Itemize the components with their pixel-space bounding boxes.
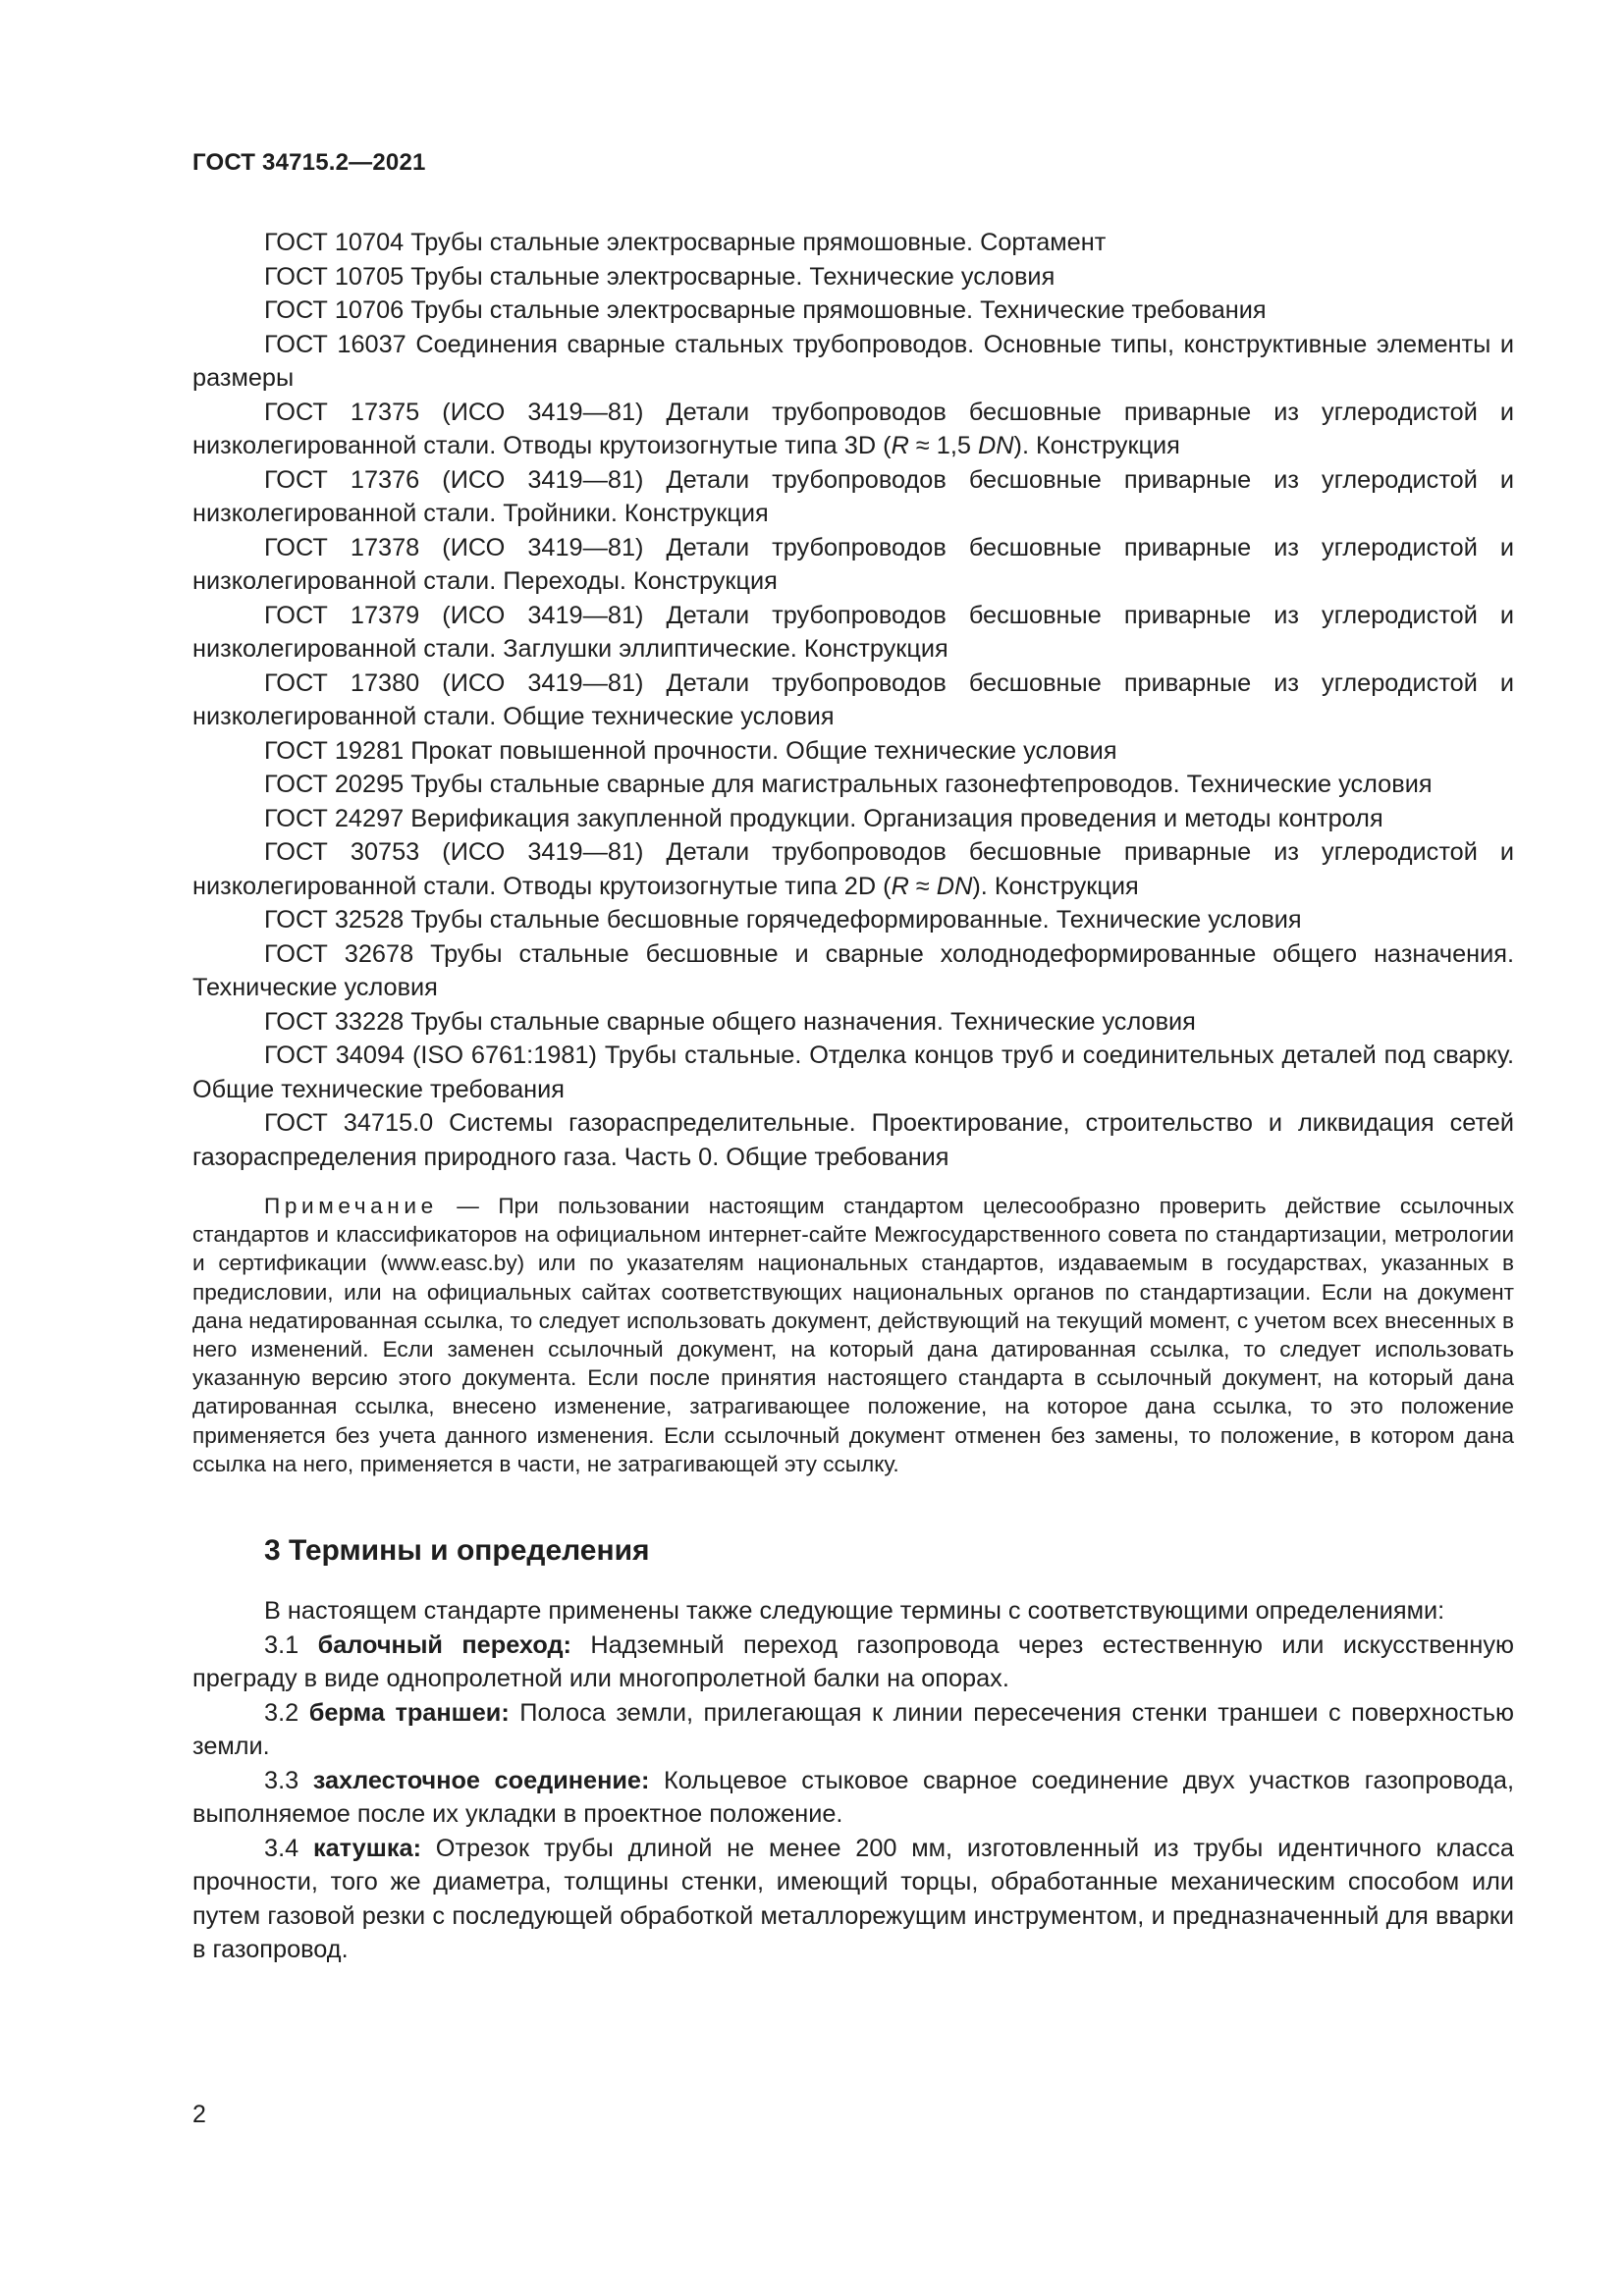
reference-title: Трубы стальные электросварные прямошовные. Сортамент: [404, 229, 1107, 256]
term-definition: [192, 1629, 1514, 1696]
reference-code: ГОСТ 24297: [264, 804, 405, 832]
reference-code: ГОСТ 32528: [264, 906, 405, 934]
reference-title-cont: ≈ 1,5: [908, 432, 978, 459]
reference-code: ГОСТ 17380: [264, 668, 420, 697]
reference-title: (ISO 6761:1981) Трубы стальные. Отделка концов труб и соединительных деталей под сварку. Общие технические требования: [192, 1041, 1514, 1103]
italic-symbol: DN: [936, 872, 973, 900]
reference-item: [192, 937, 1514, 1005]
reference-title: Трубы стальные бесшовные и сварные холоднодеформированные общего назначения. Технические условия: [192, 939, 1514, 1001]
reference-title-cont: ). Конструкция: [972, 872, 1139, 900]
reference-code: ГОСТ 16037: [264, 330, 406, 358]
reference-title: (ИСО 3419—81) Детали трубопроводов бесшовные приварные из углеродистой и низколегированной стали. Отводы крутоизогнутые типа 3D (: [192, 398, 1514, 459]
reference-item: [192, 226, 1514, 260]
italic-symbol: DN: [977, 432, 1014, 459]
reference-title: Верификация закупленной продукции. Организация проведения и методы контроля: [404, 804, 1383, 832]
reference-item: [192, 396, 1514, 463]
reference-title: (ИСО 3419—81) Детали трубопроводов бесшовные приварные из углеродистой и низколегированной стали. Отводы крутоизогнутые типа 2D (: [192, 838, 1514, 900]
term-name: берма траншеи:: [308, 1698, 510, 1727]
reference-title: Трубы стальные сварные для магистральных газонефтепроводов. Технические условия: [404, 771, 1433, 798]
reference-title: (ИСО 3419—81) Детали трубопроводов бесшовные приварные из углеродистой и низколегированной стали. Общие технические условия: [192, 668, 1514, 730]
reference-title-cont: ). Конструкция: [1013, 432, 1180, 459]
reference-item: [192, 1005, 1514, 1040]
term-name: захлесточное соединение:: [312, 1766, 650, 1794]
reference-title: Соединения сварные стальных трубопроводов. Основные типы, конструктивные элементы и размеры: [192, 330, 1514, 392]
section-heading: 3 Термины и определения: [264, 1534, 650, 1568]
reference-title: Трубы стальные бесшовные горячедеформированные. Технические условия: [404, 906, 1302, 934]
note-paragraph: [192, 1192, 1514, 1478]
reference-code: ГОСТ 10704: [264, 229, 405, 256]
reference-code: ГОСТ 17378: [264, 533, 420, 561]
italic-symbol: R: [891, 872, 909, 900]
reference-code: ГОСТ 30753: [264, 838, 420, 866]
reference-item: [192, 260, 1514, 294]
term-definition: [192, 1764, 1514, 1832]
reference-item: [192, 599, 1514, 667]
reference-item: [192, 1106, 1514, 1174]
reference-code: ГОСТ 19281: [264, 736, 405, 765]
italic-symbol: R: [891, 432, 909, 459]
reference-title: Трубы стальные сварные общего назначения. Технические условия: [404, 1007, 1196, 1036]
reference-item: [192, 734, 1514, 769]
reference-title: Прокат повышенной прочности. Общие технические условия: [404, 736, 1117, 765]
term-text: Кольцевое стыковое сварное соединение двух участков газопровода, выполняемое после их укладки в проектное положение.: [192, 1766, 1514, 1829]
reference-title-cont: ≈: [908, 872, 937, 900]
term-name: балочный переход:: [317, 1630, 571, 1659]
reference-title: (ИСО 3419—81) Детали трубопроводов бесшовные приварные из углеродистой и низколегированной стали. Заглушки эллиптические. Конструкция: [192, 601, 1514, 663]
reference-title: Системы газораспределительные. Проектирование, строительство и ликвидация сетей газораспределения природного газа. Часть 0. Общие требования: [192, 1109, 1514, 1171]
reference-code: ГОСТ 10705: [264, 262, 405, 291]
document-code-header: ГОСТ 34715.2—2021: [192, 149, 426, 176]
reference-code: ГОСТ 10706: [264, 296, 405, 324]
reference-code: ГОСТ 33228: [264, 1007, 405, 1036]
term-text: Надземный переход газопровода через естественную или искусственную преграду в виде однопролетной или многопролетной балки на опорах.: [192, 1630, 1514, 1693]
reference-code: ГОСТ 17376: [264, 465, 420, 494]
reference-item: [192, 667, 1514, 734]
reference-code: ГОСТ 34715.0: [264, 1109, 434, 1137]
reference-code: ГОСТ 34094: [264, 1041, 406, 1069]
section-intro: В настоящем стандарте применены также следующие термины с соответствующими определениями:: [264, 1597, 1445, 1626]
page-number: 2: [192, 2101, 206, 2128]
reference-item: [192, 1039, 1514, 1106]
reference-item: [192, 768, 1514, 802]
note-label: Примечание: [264, 1194, 438, 1218]
reference-title: (ИСО 3419—81) Детали трубопроводов бесшовные приварные из углеродистой и низколегированной стали. Переходы. Конструкция: [192, 533, 1514, 595]
reference-item: [192, 463, 1514, 531]
term-definition: [192, 1696, 1514, 1764]
reference-title: Трубы стальные электросварные. Технические условия: [404, 262, 1056, 291]
term-number: 3.3: [264, 1766, 313, 1794]
term-name: катушка:: [312, 1834, 421, 1862]
reference-code: ГОСТ 20295: [264, 771, 405, 798]
reference-item: [192, 903, 1514, 937]
page-content: [192, 226, 1514, 1967]
reference-item: [192, 531, 1514, 599]
term-number: 3.2: [264, 1698, 309, 1727]
reference-item: [192, 835, 1514, 903]
term-number: 3.4: [264, 1834, 313, 1862]
term-text: Полоса земли, прилегающая к линии пересечения стенки траншеи с поверхностью земли.: [192, 1698, 1515, 1761]
reference-title: (ИСО 3419—81) Детали трубопроводов бесшовные приварные из углеродистой и низколегированной стали. Тройники. Конструкция: [192, 465, 1514, 527]
reference-code: ГОСТ 32678: [264, 939, 414, 968]
reference-item: [192, 294, 1514, 328]
term-definition: [192, 1832, 1514, 1967]
reference-title: Трубы стальные электросварные прямошовные. Технические требования: [404, 296, 1267, 324]
term-number: 3.1: [264, 1630, 318, 1659]
term-text: Отрезок трубы длиной не менее 200 мм, изготовленный из трубы идентичного класса прочности, того же диаметра, толщины стенки, имеющий торцы, обработанные механическим способом или путем газовой резки с последующей обработкой металлорежущим инструментом, и предназначенный для вварки в газопровод.: [192, 1834, 1514, 1964]
normative-references-list: [192, 226, 1514, 1174]
reference-item: [192, 802, 1514, 836]
reference-code: ГОСТ 17375: [264, 398, 420, 426]
reference-item: [192, 328, 1514, 396]
reference-code: ГОСТ 17379: [264, 601, 420, 629]
note-text: — При пользовании настоящим стандартом целесообразно проверить действие ссылочных стандартов и классификаторов на официальном интернет-сайте Межгосударственного совета по стандартизации, метрологии и сертификации (www.easc.by) или по указателям национальных стандартов, издаваемым в государствах, указанных в предисловии, или на официальных сайтах соответствующих национальных органов по стандартизации. Если на документ дана недатированная ссылка, то следует использовать документ, действующий на текущий момент, с учетом всех внесенных в него изменений. Если заменен ссылочный документ, на который дана датированная ссылка, то следует использовать указанную версию этого документа. Если после принятия настоящего стандарта в ссылочный документ, на который дана датированная ссылка, внесено изменение, затрагивающее положение, на которое дана ссылка, то это положение применяется без учета данного изменения. Если ссылочный документ отменен без замены, то положение, в котором дана ссылка на него, применяется в части, не затрагивающей эту ссылку.: [192, 1194, 1514, 1476]
